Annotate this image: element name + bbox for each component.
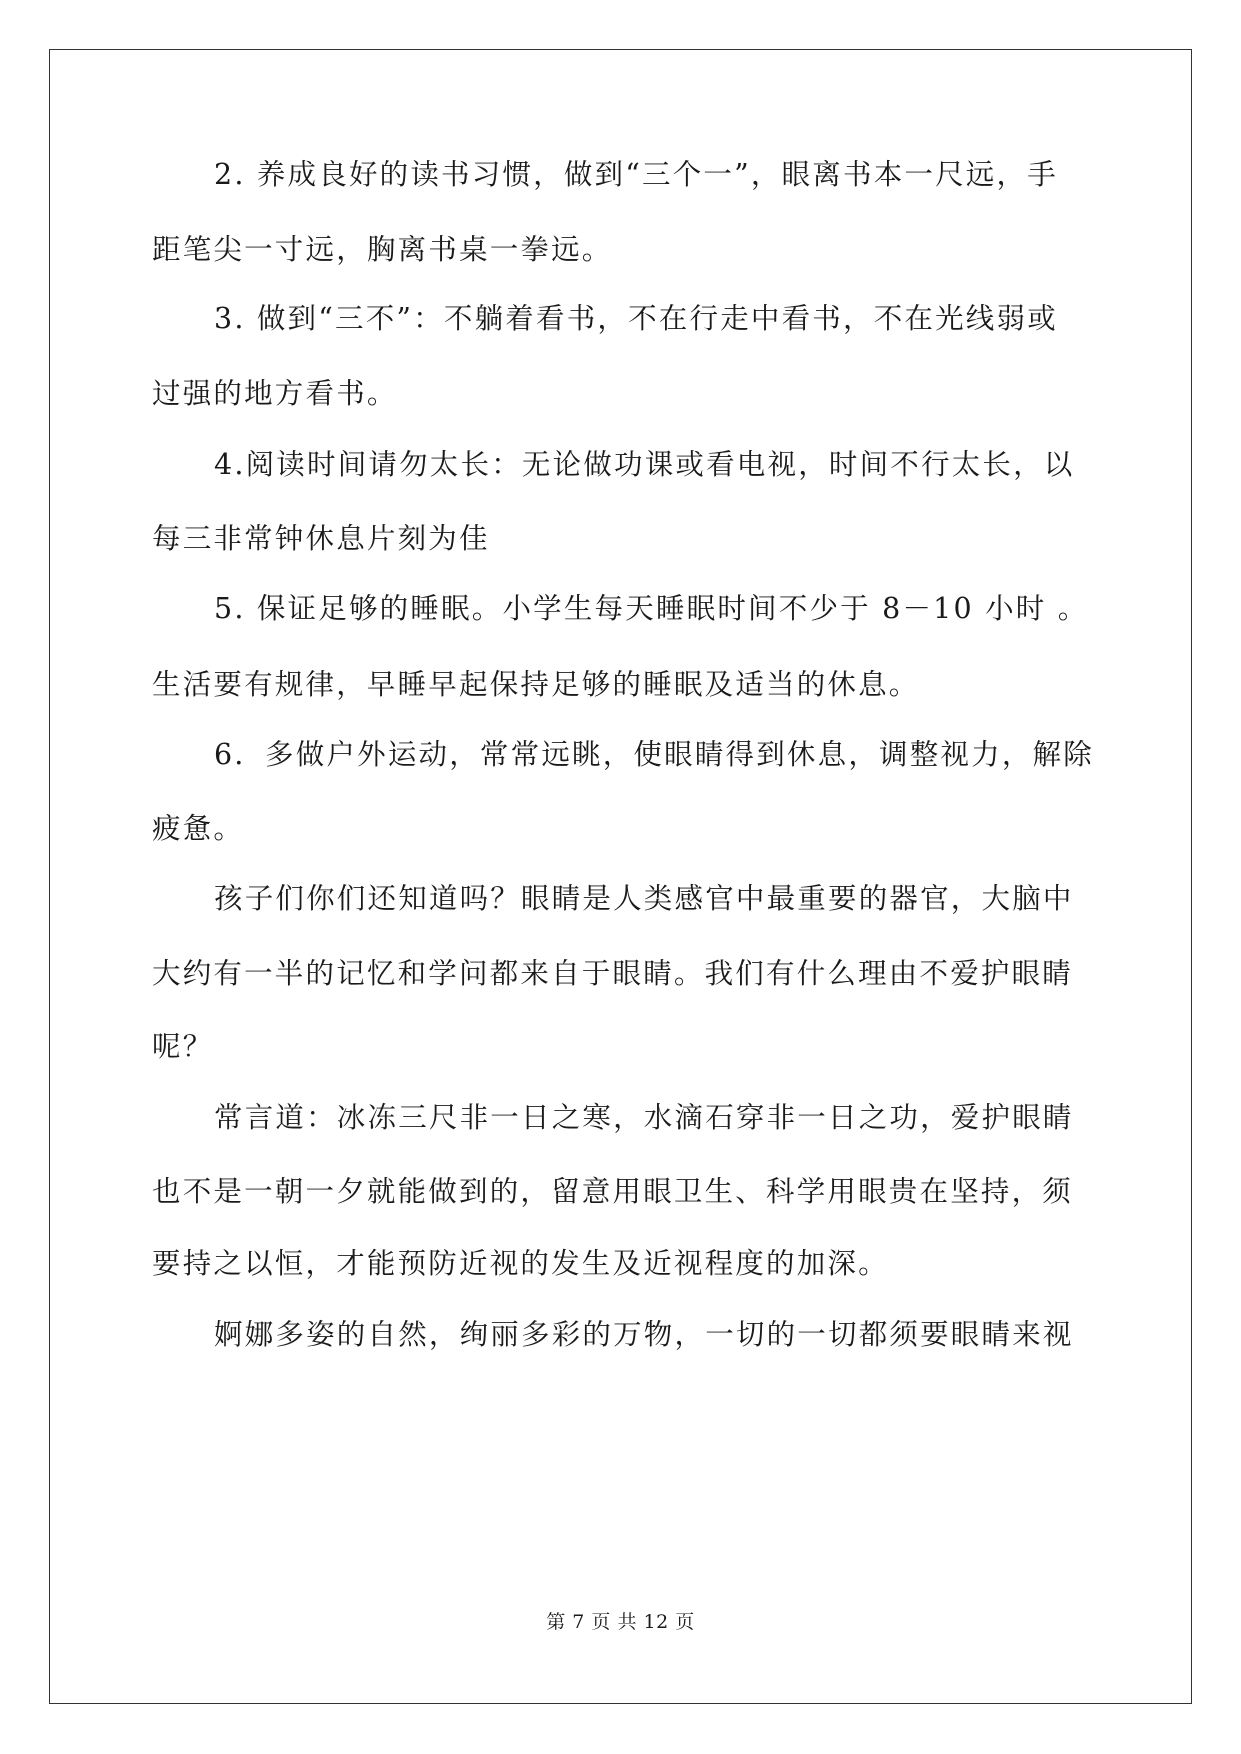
text-line: 2. 养成良好的读书习惯，做到“三个一”，眼离书本一尺远，手	[214, 158, 1058, 191]
text-line: 5. 保证足够的睡眠。小学生每天睡眠时间不少于 8－10 小时 。	[214, 592, 1089, 625]
text-line: 婀娜多姿的自然，绚丽多彩的万物，一切的一切都须要眼睛来视	[214, 1318, 1074, 1351]
text-line: 距笔尖一寸远，胸离书桌一拳远。	[152, 233, 613, 266]
text-line: 也不是一朝一夕就能做到的，留意用眼卫生、科学用眼贵在坚持，须	[152, 1175, 1074, 1208]
text-line: 过强的地方看书。	[152, 377, 398, 410]
text-line: 3. 做到“三不”：不躺着看书，不在行走中看书，不在光线弱或	[214, 302, 1058, 335]
text-line: 要持之以恒，才能预防近视的发生及近视程度的加深。	[152, 1247, 889, 1280]
text-line: 6．多做户外运动，常常远眺，使眼睛得到休息，调整视力，解除	[214, 738, 1094, 771]
text-line: 呢？	[152, 1030, 214, 1063]
text-line: 4.阅读时间请勿太长：无论做功课或看电视，时间不行太长，以	[214, 448, 1075, 481]
text-line: 疲惫。	[152, 812, 245, 845]
text-line: 大约有一半的记忆和学问都来自于眼睛。我们有什么理由不爱护眼睛	[152, 957, 1074, 990]
page-frame	[49, 49, 1192, 1704]
text-line: 孩子们你们还知道吗？眼睛是人类感官中最重要的器官，大脑中	[214, 882, 1074, 915]
text-line: 常言道：冰冻三尺非一日之寒，水滴石穿非一日之功，爱护眼睛	[214, 1101, 1074, 1134]
text-line: 每三非常钟休息片刻为佳	[152, 522, 490, 555]
page-number-footer: 第 7 页 共 12 页	[546, 1611, 695, 1633]
text-line: 生活要有规律，早睡早起保持足够的睡眠及适当的休息。	[152, 668, 920, 701]
